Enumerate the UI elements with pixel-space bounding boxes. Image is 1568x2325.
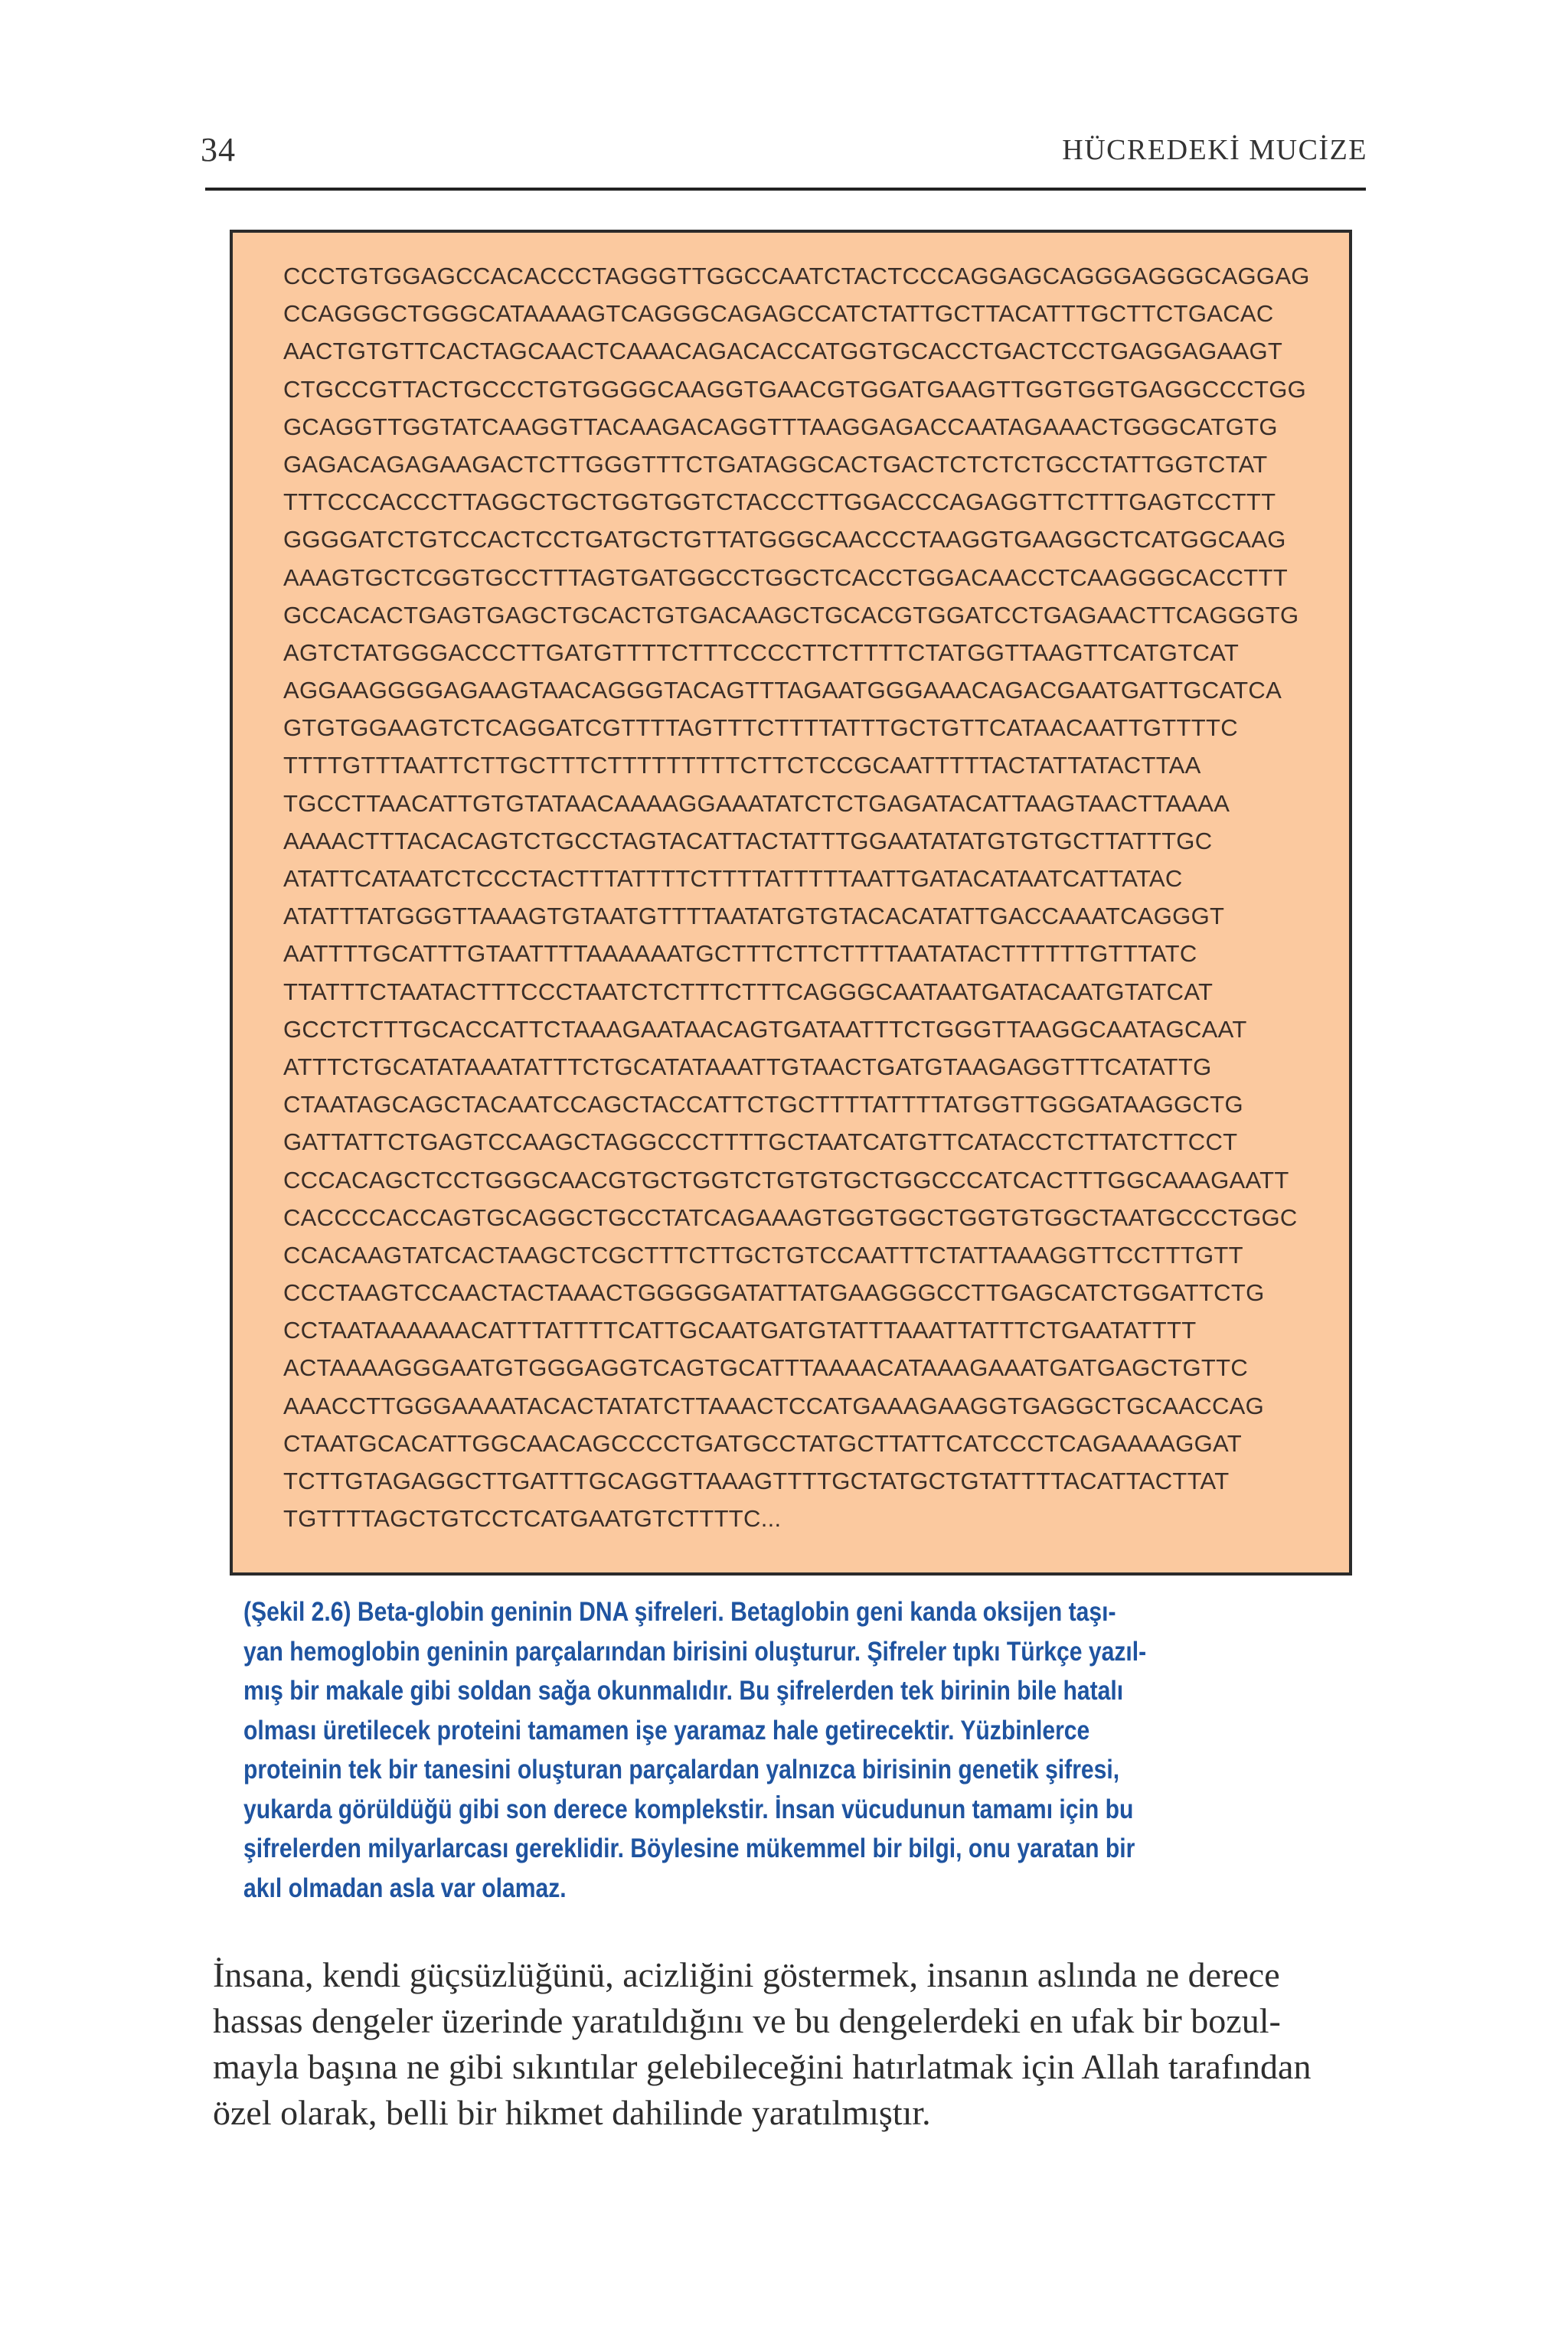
dna-line: CCCTAAGTCCAACTACTAAACTGGGGGATATTATGAAGGGCCTTGAGCATCTGGATTCTG [283,1279,1265,1307]
dna-line: CTAATAGCAGCTACAATCCAGCTACCATTCTGCTTTTATTTTATGGTTGGGATAAGGCTG [283,1091,1243,1118]
dna-sequence-box [230,230,1352,1576]
dna-line: TGCCTTAACATTGTGTATAACAAAAGGAAATATCTCTGAGATACATTAAGTAACTTAAAA [283,789,1230,817]
caption-line: yukarda görüldüğü gibi son derece komplekstir. İnsan vücudunun tamamı için bu [243,1794,1134,1824]
dna-line: AATTTTGCATTTGTAATTTTAAAAAATGCTTTCTTCTTTTAATATACTTTTTTGTTTATC [283,940,1197,968]
body-paragraph [213,1952,1361,2136]
dna-line: GGGGATCTGTCCACTCCTGATGCTGTTATGGGCAACCCTAAGGTGAAGGCTCATGGCAAG [283,526,1286,553]
dna-line: GCCACACTGAGTGAGCTGCACTGTGACAAGCTGCACGTGGATCCTGAGAACTTCAGGGTG [283,601,1299,629]
dna-line: AAAGTGCTCGGTGCCTTTAGTGATGGCCTGGCTCACCTGGACAACCTCAAGGGCACCTTT [283,563,1288,591]
dna-line: CACCCCACCAGTGCAGGCTGCCTATCAGAAAGTGGTGGCTGGTGTGGCTAATGCCCTGGC [283,1203,1298,1231]
dna-line: CCTAATAAAAAACATTTATTTTCATTGCAATGATGTATTTAAATTATTTCTGAATATTTT [283,1317,1197,1344]
dna-line: TTATTTCTAATACTTTCCCTAATCTCTTTCTTTCAGGGCAATAATGATACAATGTATCAT [283,978,1214,1005]
caption-line: akıl olmadan asla var olamaz. [243,1873,567,1903]
dna-line: ACTAAAAGGGAATGTGGGAGGTCAGTGCATTTAAAACATAAAGAAATGATGAGCTGTTC [283,1354,1249,1382]
header-rule [205,188,1366,191]
dna-line: CCCACAGCTCCTGGGCAACGTGCTGGTCTGTGTGCTGGCCCATCACTTTGGCAAAGAATT [283,1166,1289,1194]
dna-line: GTGTGGAAGTCTCAGGATCGTTTTAGTTTCTTTTATTTGCTGTTCATAACAATTGTTTTC [283,714,1238,742]
caption-line: şifrelerden milyarlarcası gereklidir. Böylesine mükemmel bir bilgi, onu yaratan bir [243,1834,1135,1863]
dna-line: AAACCTTGGGAAAATACACTATATCTTAAACTCCATGAAAGAAGGTGAGGCTGCAACCAG [283,1392,1265,1419]
dna-line: CCACAAGTATCACTAAGCTCGCTTTCTTGCTGTCCAATTTCTATTAAAGGTTCCTTTGTT [283,1241,1243,1269]
dna-line: TTTCCCACCCTTAGGCTGCTGGTGGTCTACCCTTGGACCCAGAGGTTCTTTGAGTCCTTT [283,488,1276,516]
running-title: HÜCREDEKİ MUCİZE [1062,134,1367,166]
dna-line: GAGACAGAGAAGACTCTTGGGTTTCTGATAGGCACTGACTCTCTCTGCCTATTGGTCTAT [283,450,1268,478]
dna-line: AAAACTTTACACAGTCTGCCTAGTACATTACTATTTGGAATATATGTGTGCTTATTTGC [283,827,1213,854]
body-line: İnsana, kendi güçsüzlüğünü, acizliğini göstermek, insanın aslında ne derece [213,1955,1280,1994]
body-line: hassas dengeler üzerinde yaratıldığını ve bu dengelerdeki en ufak bir bozul- [213,2001,1281,2040]
caption-line: mış bir makale gibi soldan sağa okunmalıdır. Bu şifrelerden tek birinin bile hatalı [243,1676,1124,1706]
dna-line: ATTTCTGCATATAAATATTTCTGCATATAAATTGTAACTGATGTAAGAGGTTTCATATTG [283,1053,1212,1080]
dna-line: CTGCCGTTACTGCCCTGTGGGGCAAGGTGAACGTGGATGAAGTTGGTGGTGAGGCCCTGG [283,375,1307,403]
dna-line: TGTTTTAGCTGTCCTCATGAATGTCTTTTC... [283,1505,782,1533]
dna-line: GCAGGTTGGTATCAAGGTTACAAGACAGGTTTAAGGAGACCAATAGAAACTGGGCATGTG [283,413,1278,440]
dna-line: ATATTTATGGGTTAAAGTGTAATGTTTTAATATGTGTACACATATTGACCAAATCAGGGT [283,903,1225,930]
caption-line: yan hemoglobin geninin parçalarından birisini oluşturur. Şifreler tıpkı Türkçe yazıl- [243,1636,1147,1667]
page-number: 34 [201,131,236,168]
dna-line: AGTCTATGGGACCCTTGATGTTTTCTTTCCCCTTCTTTTCTATGGTTAAGTTCATGTCAT [283,638,1240,666]
dna-line: CCAGGGCTGGGCATAAAAGTCAGGGCAGAGCCATCTATTGCTTACATTTGCTTCTGACAC [283,300,1274,328]
dna-line: TCTTGTAGAGGCTTGATTTGCAGGTTAAAGTTTTGCTATGCTGTATTTTACATTACTTAT [283,1468,1230,1494]
dna-line: CCCTGTGGAGCCACACCCTAGGGTTGGCCAATCTACTCCCAGGAGCAGGGAGGGCAGGAG [283,263,1310,289]
dna-sequence-lines [283,257,1310,1537]
dna-line: AACTGTGTTCACTAGCAACTCAAACAGACACCATGGTGCACCTGACTCCTGAGGAGAAGT [283,338,1283,365]
caption-line: (Şekil 2.6) Beta-globin geninin DNA şifreleri. Betaglobin geni kanda oksijen taşı- [243,1597,1116,1627]
dna-line: GCCTCTTTGCACCATTCTAAAGAATAACAGTGATAATTTCTGGGTTAAGGCAATAGCAAT [283,1015,1247,1043]
figure-caption [243,1592,1331,1908]
caption-line: proteinin tek bir tanesini oluşturan parçalardan yalnızca birisinin genetik şifresi, [243,1755,1120,1785]
body-line: mayla başına ne gibi sıkıntılar gelebileceğini hatırlatmak için Allah tarafından [213,2047,1312,2086]
dna-line: GATTATTCTGAGTCCAAGCTAGGCCCTTTTGCTAATCATGTTCATACCTCTTATCTTCCT [283,1128,1238,1156]
dna-line: CTAATGCACATTGGCAACAGCCCCTGATGCCTATGCTTATTCATCCCTCAGAAAAGGAT [283,1429,1242,1457]
dna-line: ATATTCATAATCTCCCTACTTTATTTTCTTTTATTTTTAATTGATACATAATCATTATAC [283,865,1183,892]
dna-line: TTTTGTTTAATTCTTGCTTTCTTTTTTTTTCTTCTCCGCAATTTTTACTATTATACTTAA [283,752,1201,779]
dna-line: AGGAAGGGGAGAAGTAACAGGGTACAGTTTAGAATGGGAAACAGACGAATGATTGCATCA [283,677,1282,704]
body-line: özel olarak, belli bir hikmet dahilinde yaratılmıştır. [213,2093,931,2132]
caption-line: olması üretilecek proteini tamamen işe yaramaz hale getirecektir. Yüzbinlerce [243,1715,1090,1745]
